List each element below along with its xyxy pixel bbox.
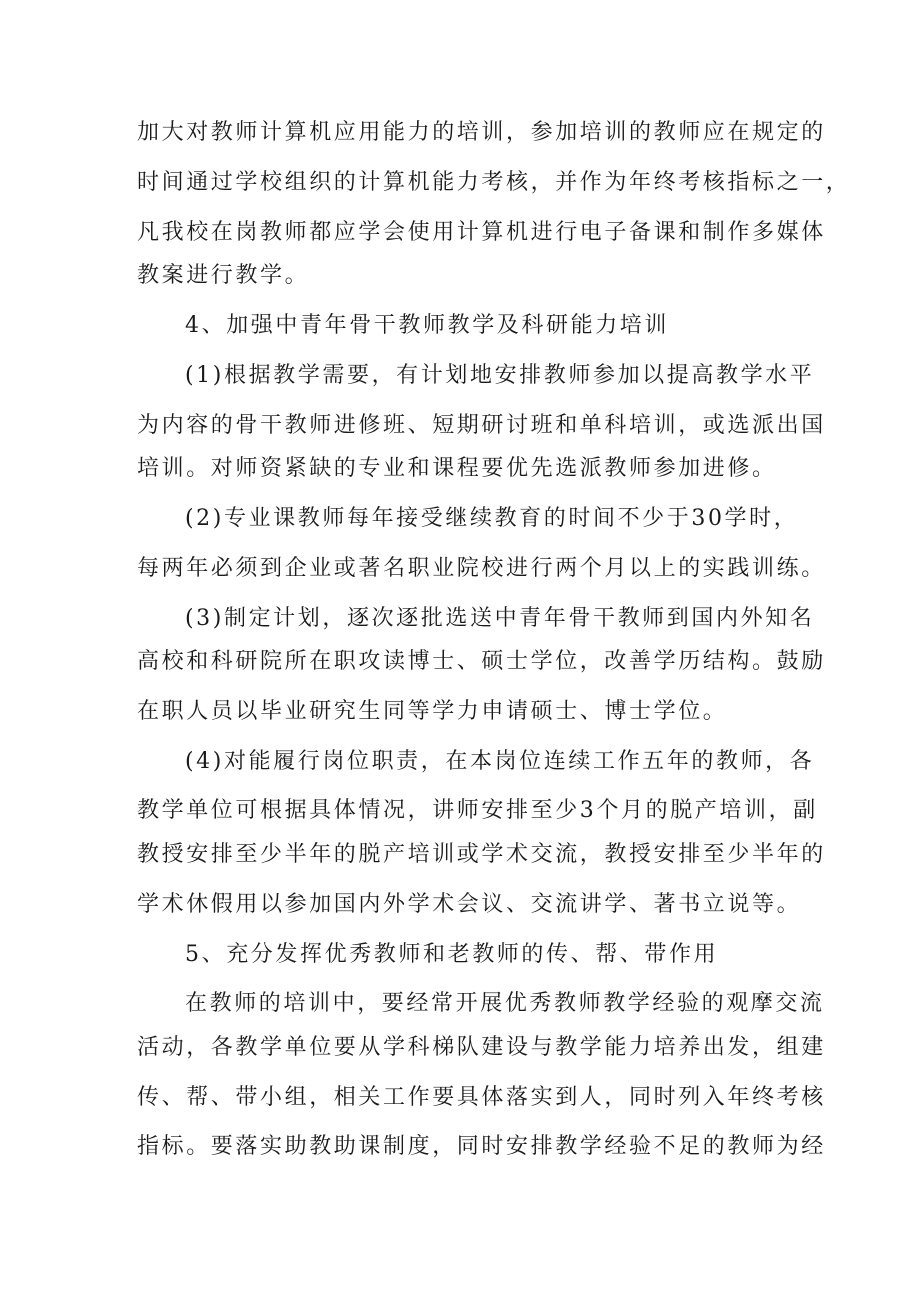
text-line: 教案进行教学。 — [137, 263, 310, 288]
section-heading: 4、加强中青年骨干教师教学及科研能力培训 — [185, 313, 669, 338]
text-line: 培训。对师资紧缺的专业和课程要优先选派教师参加进修。 — [137, 456, 777, 481]
text-line: (2)专业课教师每年接受继续教育的时间不少于30学时， — [185, 506, 799, 531]
text-line: 时间通过学校组织的计算机能力考核，并作为年终考核指标之一， — [137, 170, 851, 195]
text-line: (3)制定计划，逐次逐批选送中青年骨干教师到国内外知名 — [185, 606, 815, 631]
text-line: 学术休假用以参加国内外学术会议、交流讲学、著书立说等。 — [137, 892, 802, 917]
text-line: 高校和科研院所在职攻读博士、硕士学位，改善学历结构。鼓励 — [137, 649, 826, 674]
text-line: 教学单位可根据具体情况，讲师安排至少3个月的脱产培训，副 — [137, 798, 818, 823]
text-line: 每两年必须到企业或著名职业院校进行两个月以上的实践训练。 — [137, 556, 826, 581]
text-line: 活动，各教学单位要从学科梯队建设与教学能力培养出发，组建 — [137, 1035, 826, 1060]
text-line: 凡我校在岗教师都应学会使用计算机进行电子备课和制作多媒体 — [137, 220, 826, 245]
section-heading: 5、充分发挥优秀教师和老教师的传、帮、带作用 — [185, 942, 719, 967]
text-line: 教授安排至少半年的脱产培训或学术交流，教授安排至少半年的 — [137, 842, 826, 867]
text-line: 指标。要落实助教助课制度，同时安排教学经验不足的教师为经 — [137, 1134, 826, 1159]
text-line: 传、帮、带小组，相关工作要具体落实到人，同时列入年终考核 — [137, 1085, 826, 1110]
text-line: 在教师的培训中，要经常开展优秀教师教学经验的观摩交流 — [185, 991, 825, 1016]
text-line: (4)对能履行岗位职责，在本岗位连续工作五年的教师，各 — [185, 749, 815, 774]
text-line: 加大对教师计算机应用能力的培训，参加培训的教师应在规定的 — [137, 120, 826, 145]
text-line: (1)根据教学需要，有计划地安排教师参加以提高教学水平 — [185, 363, 815, 388]
text-line: 在职人员以毕业研究生同等学力申请硕士、博士学位。 — [137, 699, 728, 724]
text-line: 为内容的骨干教师进修班、短期研讨班和单科培训，或选派出国 — [137, 413, 826, 438]
